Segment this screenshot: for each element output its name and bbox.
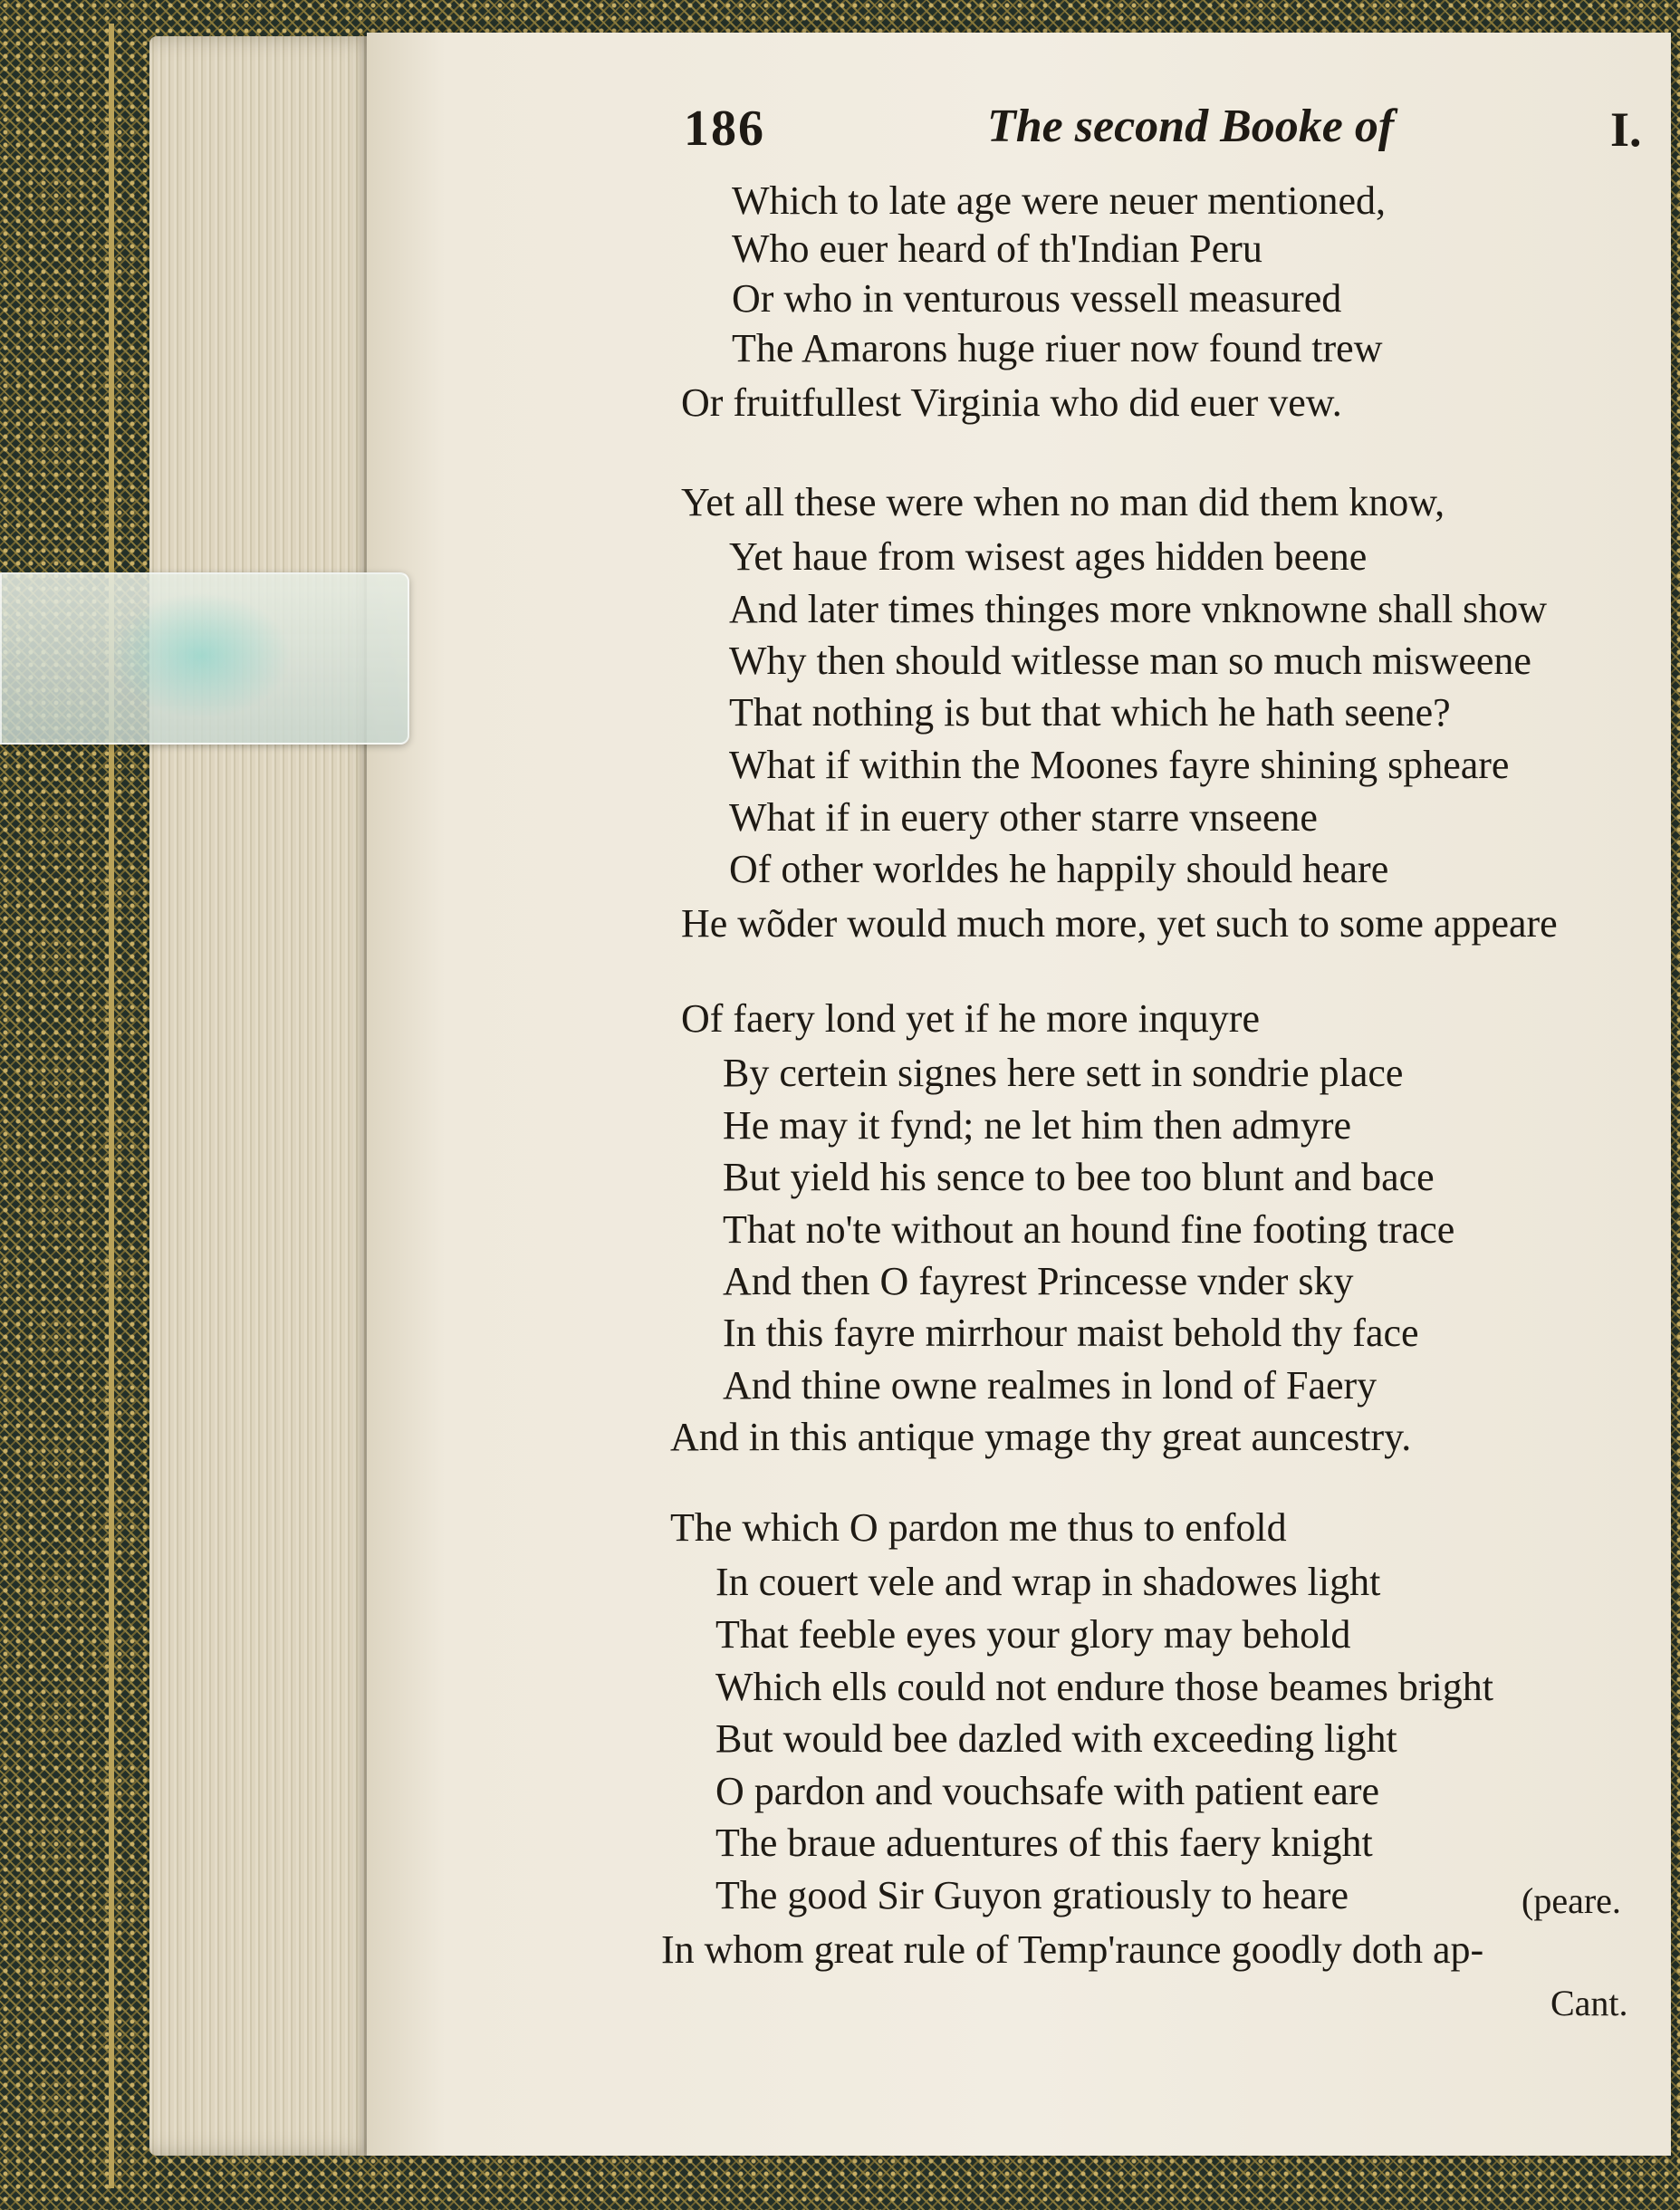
verse-line: The Amarons huge riuer now found trew xyxy=(732,326,1383,370)
turnover-text: (peare. xyxy=(1522,1880,1621,1921)
verse-line: And thine owne realmes in lond of Faery xyxy=(723,1363,1378,1408)
verse-line: Of faery lond yet if he more inquyre xyxy=(681,996,1260,1041)
verse-line: Who euer heard of th'Indian Peru xyxy=(732,226,1262,271)
verse-line: By certein signes here sett in sondrie place xyxy=(723,1051,1404,1095)
bookmark-ribbon xyxy=(0,572,409,745)
verse-line: Which to late age were neuer mentioned, xyxy=(732,178,1387,223)
verse-line: That no'te without an hound fine footing trace xyxy=(723,1207,1455,1252)
verse-line: Why then should witlesse man so much misweene xyxy=(729,639,1531,683)
verse-line: And then O fayrest Princesse vnder sky xyxy=(723,1259,1354,1303)
catchword: Cant. xyxy=(1550,1983,1628,2023)
verse-line: But would bee dazled with exceeding light xyxy=(715,1716,1397,1761)
verse-line: In this fayre mirrhour maist behold thy face xyxy=(723,1311,1419,1355)
page-header xyxy=(0,100,1680,163)
verse-line: And in this antique ymage thy great auncestry. xyxy=(670,1415,1412,1459)
verse-line: But yield his sence to bee too blunt and bace xyxy=(723,1155,1435,1199)
verse-line: In couert vele and wrap in shadowes light xyxy=(715,1560,1381,1604)
verse-line: Or fruitfullest Virginia who did euer vew. xyxy=(681,380,1342,425)
verse-line: He wõder would much more, yet such to some appeare xyxy=(681,901,1558,946)
verse-line: In whom great rule of Temp'raunce goodly doth ap- xyxy=(661,1927,1484,1972)
page-block-edges xyxy=(149,36,385,2156)
verse-line: He may it fynd; ne let him then admyre xyxy=(723,1103,1352,1148)
verse-line: Of other worldes he happily should heare xyxy=(729,847,1389,891)
verse-line: Yet all these were when no man did them know, xyxy=(681,480,1445,524)
verse-line: Or who in venturous vessell measured xyxy=(732,276,1342,321)
verse-line: That feeble eyes your glory may behold xyxy=(715,1612,1351,1657)
verse-line: O pardon and vouchsafe with patient eare xyxy=(715,1769,1380,1813)
verse-line: And later times thinges more vnknowne shall show xyxy=(729,587,1548,631)
verse-line: What if within the Moones fayre shining spheare xyxy=(729,743,1510,787)
verse-line: Which ells could not endure those beames bright xyxy=(715,1665,1493,1709)
verse-line: The which O pardon me thus to enfold xyxy=(670,1505,1287,1550)
verse-line: That nothing is but that which he hath seene? xyxy=(729,690,1451,735)
running-title: The second Booke of xyxy=(987,101,1395,152)
verse-line: What if in euery other starre vnseene xyxy=(729,795,1318,840)
verse-line: Yet haue from wisest ages hidden beene xyxy=(729,534,1368,579)
page-number: 186 xyxy=(684,101,765,157)
verse-line: The braue aduentures of this faery knight xyxy=(715,1821,1373,1865)
signature-mark: I. xyxy=(1610,102,1642,157)
verse-line: The good Sir Guyon gratiously to heare xyxy=(715,1873,1349,1917)
